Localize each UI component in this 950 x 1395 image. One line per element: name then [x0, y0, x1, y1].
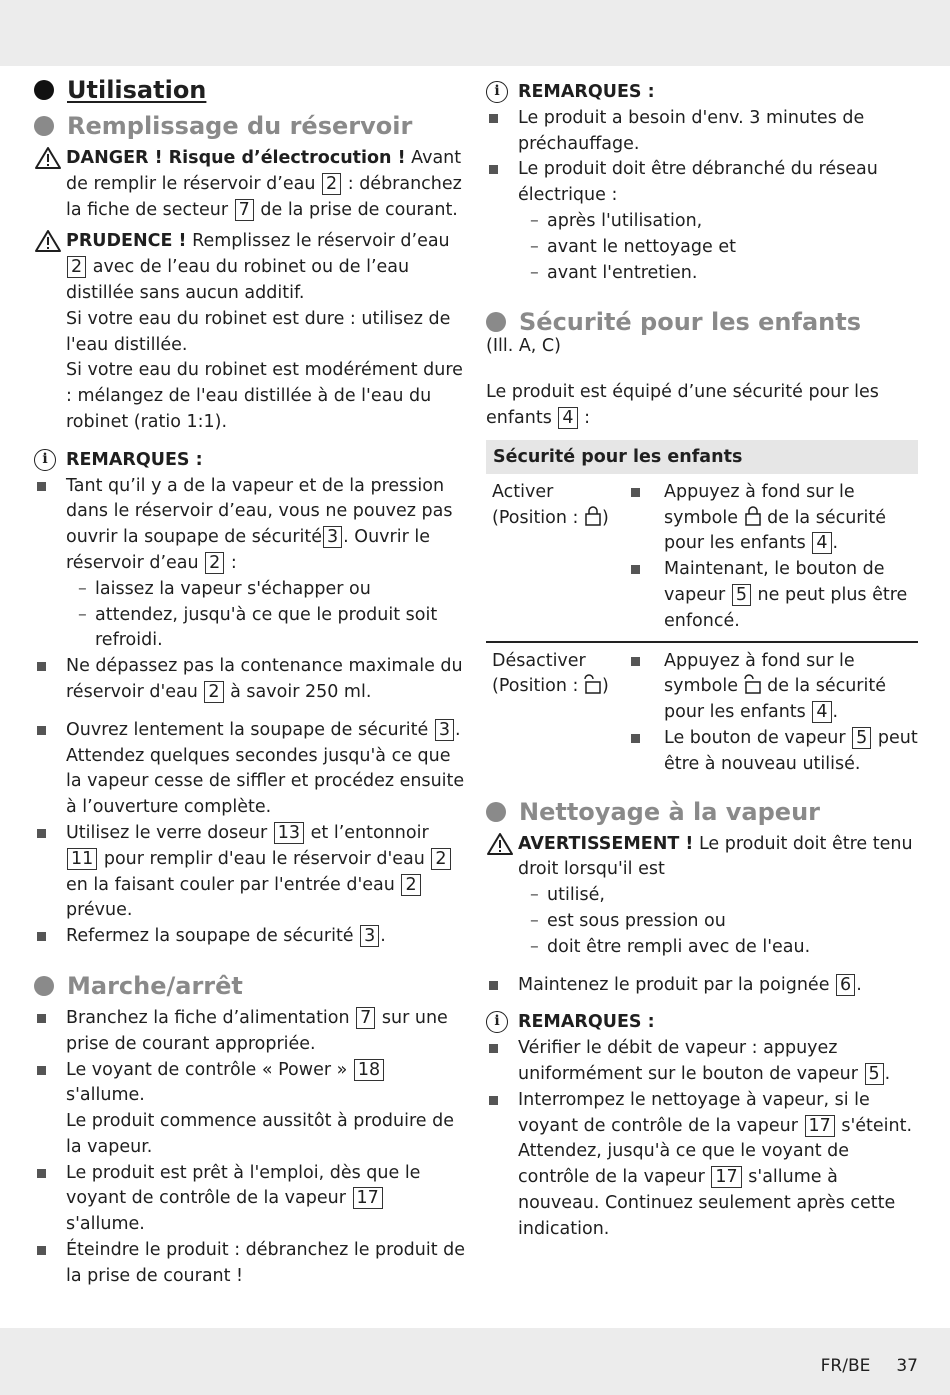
securite-table	[486, 440, 918, 784]
remarques-label: REMARQUES :	[66, 449, 203, 470]
part-number: 2	[204, 681, 223, 703]
list-text: sur une prise de courant appropriée.	[66, 1007, 448, 1054]
cell-text: (Position :	[492, 676, 579, 697]
list-text: s'allume.	[66, 1085, 145, 1106]
part-number: 2	[401, 874, 420, 896]
cell-text: Désactiver	[492, 650, 586, 671]
part-number: 4	[812, 532, 831, 554]
lock-open-icon	[744, 674, 762, 694]
intro-text: :	[584, 407, 591, 428]
cell-text: )	[602, 507, 609, 528]
list-text: .	[856, 974, 862, 995]
list-text: s'allume.	[66, 1214, 145, 1235]
list-text: Le bouton de vapeur	[664, 727, 846, 748]
list-text: Utilisez le verre doseur	[66, 822, 268, 843]
section-marche-arret	[34, 970, 466, 1002]
illustration-ref: (Ill. A, C)	[486, 336, 561, 357]
part-number: 2	[67, 256, 86, 278]
bullet-dot-icon	[34, 976, 54, 996]
prudence-warning	[34, 229, 466, 435]
list-text: Interrompez le nettoyage à vapeur, si le voyant de contrôle de la vapeur	[518, 1089, 870, 1136]
info-icon: i	[34, 449, 56, 471]
bullet-dot-icon	[486, 312, 506, 332]
list-item	[486, 973, 920, 999]
warning-triangle-icon	[34, 229, 62, 253]
part-number: 18	[354, 1059, 384, 1081]
list-text: .	[380, 926, 386, 947]
list-text: Vérifier le débit de vapeur : appuyez uniformément sur le bouton de vapeur	[518, 1038, 858, 1084]
dash-item: – avant le nettoyage et	[486, 235, 920, 261]
warning-triangle-icon	[486, 832, 514, 856]
part-number: 13	[274, 822, 304, 844]
list-item	[34, 474, 466, 577]
cell-text: Activer	[492, 481, 554, 502]
dash-item: – après l'utilisation,	[486, 209, 920, 235]
list-text: Refermez la soupape de sécurité	[66, 926, 354, 947]
list-text: peut être à nouveau utilisé.	[664, 727, 918, 774]
list-text: Le produit est prêt à l'emploi, dès que le voyant de contrôle de la vapeur	[66, 1162, 421, 1209]
list-text: de la sécurité pour les enfants	[664, 507, 886, 554]
part-number: 2	[205, 552, 224, 574]
prudence-text: avec de l’eau du robinet ou de l’eau distillée sans aucun additif.	[66, 257, 410, 303]
left-column	[34, 74, 466, 1290]
table-cell	[628, 480, 918, 635]
section-remplissage	[34, 110, 466, 142]
remplissage-title: Remplissage du réservoir	[67, 112, 413, 140]
list-text: . Ouvrir le réservoir d’eau	[66, 527, 430, 573]
list-text: à savoir 250 ml.	[230, 681, 372, 702]
list-text: . Attendez quelques secondes jusqu'à ce que la vapeur cesse de siffler et procédez ensuite à l’ouverture complète.	[66, 719, 465, 818]
lock-closed-icon	[584, 506, 602, 526]
dash-item: – attendez, jusqu'à ce que le produit soit refroidi.	[34, 603, 466, 655]
remarques-label: REMARQUES :	[518, 82, 655, 102]
table-row	[486, 474, 918, 641]
list-text: Le voyant de contrôle « Power »	[66, 1059, 348, 1080]
list-text: Appuyez à fond sur le symbole	[664, 481, 855, 528]
list-text: Ouvrez lentement la soupape de sécurité	[66, 719, 429, 740]
list-text: Maintenant, le bouton de vapeur	[664, 559, 885, 605]
list-item	[486, 1036, 920, 1088]
part-number: 3	[360, 925, 379, 947]
list-text: ne peut plus être enfoncé.	[664, 584, 908, 631]
table-cell	[628, 649, 918, 778]
list-text: Branchez la fiche d’alimentation	[66, 1007, 350, 1028]
dash-item: – laissez la vapeur s'échapper ou	[34, 577, 466, 603]
securite-intro	[486, 380, 920, 432]
list-text: Appuyez à fond sur le symbole	[664, 650, 855, 697]
part-number: 2	[431, 848, 450, 870]
part-number: 3	[435, 719, 454, 741]
danger-text: de la prise de courant.	[260, 199, 458, 220]
remarques-label: REMARQUES :	[518, 1012, 655, 1033]
list-item: Le produit a besoin d'env. 3 minutes de préchauffage.	[486, 106, 920, 158]
dash-item: – doit être rempli avec de l'eau.	[486, 935, 920, 961]
info-icon: i	[486, 81, 508, 103]
bullet-dot-icon	[34, 116, 54, 136]
utilisation-title: Utilisation	[67, 76, 207, 104]
lock-closed-icon	[744, 506, 762, 526]
remarques-heading	[486, 1010, 920, 1036]
securite-title: Sécurité pour les enfants	[519, 308, 861, 337]
section-nettoyage	[486, 796, 920, 828]
prudence-paragraph: Si votre eau du robinet est dure : utilisez de l'eau distillée.	[66, 308, 451, 355]
avertissement-label: AVERTISSEMENT !	[518, 833, 694, 854]
part-number: 17	[353, 1187, 383, 1209]
bullet-dot-icon	[486, 802, 506, 822]
dash-item: – utilisé,	[486, 883, 920, 909]
cell-text: )	[602, 676, 609, 697]
danger-text: Avant de remplir le réservoir d’eau	[66, 148, 462, 194]
list-text: .	[832, 702, 839, 723]
list-text: prévue.	[66, 900, 133, 921]
list-text: .	[832, 533, 839, 554]
page-footer	[821, 1354, 918, 1380]
language-code: FR/BE	[820, 1356, 871, 1376]
dash-item: – avant l'entretien.	[486, 261, 920, 287]
prudence-text: Remplissez le réservoir d’eau	[192, 231, 450, 252]
part-number: 2	[322, 173, 341, 195]
list-item	[628, 649, 918, 726]
list-item	[34, 924, 466, 950]
part-number: 11	[67, 848, 97, 870]
list-item	[34, 1161, 466, 1238]
top-band	[0, 0, 950, 66]
part-number: 6	[836, 974, 855, 996]
list-text: de la sécurité pour les enfants	[664, 676, 886, 723]
list-item	[628, 557, 918, 634]
list-text: s'éteint. Attendez, jusqu'à ce que le voyant de contrôle de la vapeur	[518, 1115, 913, 1188]
table-header: Sécurité pour les enfants	[486, 440, 918, 474]
dash-item: – est sous pression ou	[486, 909, 920, 935]
avertissement-text: Le produit doit être tenu droit lorsqu'il est	[518, 833, 913, 880]
prudence-paragraph: Si votre eau du robinet est modérément dure : mélangez de l'eau distillée à de l'eau du robinet (ratio 1:1).	[66, 360, 463, 432]
list-text: Le produit commence aussitôt à produire de la vapeur.	[66, 1111, 455, 1157]
right-column	[486, 80, 920, 1242]
list-item	[34, 1006, 466, 1058]
list-item: Le produit doit être débranché du réseau électrique :	[486, 157, 920, 209]
list-item	[628, 480, 918, 557]
danger-label: DANGER ! Risque d’électrocution !	[66, 148, 406, 168]
list-text: Éteindre le produit : débranchez le produit de la prise de courant !	[66, 1240, 466, 1286]
part-number: 5	[732, 584, 751, 606]
list-text: :	[230, 552, 237, 573]
section-utilisation	[34, 74, 466, 106]
list-item	[34, 718, 466, 821]
part-number: 4	[558, 407, 577, 429]
list-item	[34, 1238, 466, 1290]
info-icon: i	[486, 1011, 508, 1033]
remarques-heading	[34, 448, 466, 474]
list-text: pour remplir d'eau le réservoir d'eau	[103, 848, 425, 869]
part-number: 7	[235, 199, 254, 221]
list-text: Ne dépassez pas la contenance maximale du réservoir d'eau	[66, 656, 463, 702]
bullet-dot-icon	[34, 80, 54, 100]
table-cell	[492, 480, 628, 635]
table-cell	[492, 649, 628, 778]
marche-title: Marche/arrêt	[67, 971, 243, 1000]
cell-text: (Position :	[492, 507, 579, 528]
list-item	[34, 821, 466, 924]
warning-triangle-icon	[34, 146, 62, 170]
list-text: s'allume à nouveau. Continuez seulement après cette indication.	[518, 1167, 896, 1239]
nettoyage-title: Nettoyage à la vapeur	[519, 797, 820, 826]
avertissement-warning	[486, 832, 920, 884]
table-row	[486, 641, 918, 784]
part-number: 17	[711, 1166, 741, 1188]
part-number: 17	[805, 1115, 835, 1137]
list-text: Tant qu’il y a de la vapeur et de la pression dans le réservoir d’eau, vous ne pouvez pas ouvrir la soupape de sécurité	[66, 475, 453, 548]
part-number: 5	[852, 727, 871, 749]
intro-text: Le produit est équipé d’une sécurité pour les enfants	[486, 382, 879, 428]
remarques-heading	[486, 80, 920, 106]
danger-warning	[34, 146, 466, 223]
part-number: 5	[865, 1063, 884, 1085]
prudence-label: PRUDENCE !	[66, 231, 187, 252]
list-item	[628, 726, 918, 778]
lock-open-icon	[584, 674, 602, 694]
list-item	[486, 1088, 920, 1243]
page-number: 37	[896, 1356, 918, 1376]
part-number: 3	[323, 526, 342, 548]
part-number: 7	[356, 1007, 375, 1029]
list-text: en la faisant couler par l'entrée d'eau	[66, 874, 395, 895]
part-number: 4	[812, 701, 831, 723]
danger-text: : débranchez la fiche de secteur	[66, 173, 462, 220]
bottom-band	[0, 1328, 950, 1395]
list-text: et l’entonnoir	[310, 822, 429, 843]
list-item	[34, 654, 466, 706]
list-text: .	[884, 1063, 891, 1084]
list-item	[34, 1058, 466, 1161]
list-text: Maintenez le produit par la poignée	[518, 974, 830, 995]
